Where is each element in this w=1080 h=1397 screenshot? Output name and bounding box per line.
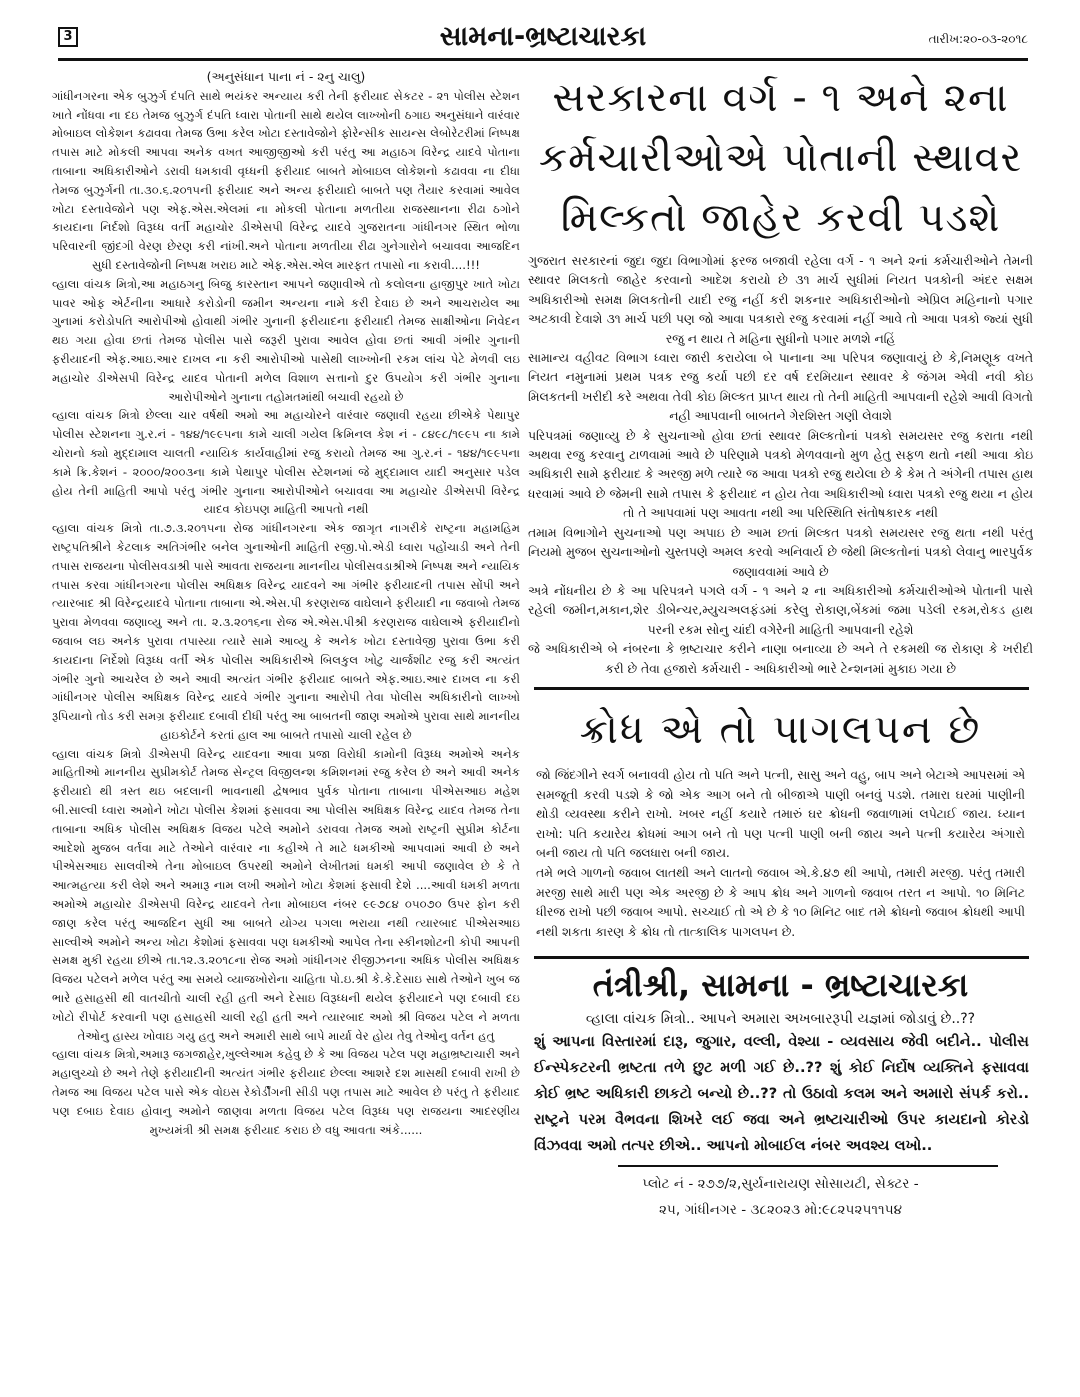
continuation-note: (અનુસંધાન પાના નં - ૨નુ ચાલુ)	[206, 69, 366, 84]
address-line: ૨૫, ગાંધીનગર - ૩૮૨૦૨૩ મો:૯૮૨૫૨૫૧૧૫૪	[658, 1202, 903, 1219]
article-property-declaration	[528, 68, 1033, 679]
editorial-address	[528, 1171, 1033, 1223]
article-paragraph: જે અધિકારીએ બે નંબરના કે ભ્રષ્ટાચાર કરીને નાણા બનાવ્યા છે અને તે રકમથી જ રોકાણ કે ખરીદી કરી છે તેવા હજારો કર્મચારી - અધિકારીઓ ભારે ટેન્શનમાં મુકાઇ ગયા છે	[528, 642, 1033, 676]
article-headline	[528, 68, 1033, 248]
left-paragraph: વ્હાલા વાંચક મિત્રો,આ મહાઠગનુ બિજુ કારસ્તાન આપને જણાવીએ તો કલોલના હાજીપુર ખાતે ખોટા પાવર ઓફ એર્ટનીના આધારે કરોડોની જમીન અન્યના નામે કરી દેવાઇ છે અને આચરાયેલ આ ગુનામાં કરોડોપતિ આરોપીઓ હોવાથી ગંભીર ગુનાની ફરીયાદના ફરીયાદી તેમજ સાક્ષીઓના નિવેદન થઇ ગયા હોવા છતાં તેમજ પોલીસ પાસે જરૂરી પુરાવા આવેલ હોવા છતાં આવી ગંભીર ગુનાની ફરીયાદની એફ.આઇ.આર દાખલ ના કરી આરોપીઓ પાસેથી લાખ્ખોની રકમ લાંચ પેટે મેળવી લઇ મહાચોર ડીએસપી વિરેન્દ્ર યાદવ પોતાની મળેલ વિશાળ સત્તાનો દુર ઉપયોગ કરી ગંભીર ગુનાના આરોપીઓને ગુનાના તહોમતમાંથી બચાવી રહયો છે	[52, 276, 520, 404]
article-headline: ક્રોધ એ તો પાગલપન છે	[579, 706, 982, 753]
headline-line: સરકારના વર્ગ - ૧ અને ૨ના	[552, 75, 1009, 121]
left-paragraph: વ્હાલા વાંચક મિત્રો તા.૭.૩.૨૦૧૫ના રોજ ગાંધીનગરના એક જાગૃત નાગરીકે રાષ્ટ્રના મહામહિમ રાષ્ટ્રપતિશ્રીને કેટલાક અતિગંભીર બનેલ ગુનાઓની માહિતી રજી.પો.એડી ધ્વારા પહોંચાડી અને તેની તપાસ રાજયના પોલીસવડાશ્રી પાસે આવતા રાજયના માનનીય પોલીસવડાશ્રીએ નિષ્પક્ષ અને ન્યાયિક તપાસ કરવા ગાંધીનગરના પોલીસ અધિક્ષક વિરેન્દ્ર યાદવને આ ગંભીર ફરીયાદની તપાસ સોંપી અને ત્યારબાદ શ્રી વિરેન્દ્રયાદવે પોતાના તાબાના એ.એસ.પી કરણરાજ વાઘેલાને ફરીયાદી ના જવાબો તેમજ પુરાવા મેળવવા જણાવ્યુ અને તા. ૨.૩.૨૦૧૬ના રોજ એ.એસ.પીશ્રી કરણરાજ વાઘેલાએ ફરીયાદીનો જવાબ લઇ અનેક પુરાવા તપાસ્યા ત્યારે સામે આવ્યુ કે અનેક ખોટા દસ્તાવેજી પુરાવા ઉભા કરી કાયદાના નિર્દેશો વિરૂધ્ધ વર્તી એક પોલીસ અધિકારીએ બિલકુલ ખોટુ ચાર્જશીટ રજુ કરી અત્યંત ગંભીર ગુનો આચરેલ છે અને આવી અત્યંત ગંભીર ફરીયાદ બાબતે એફ.આઇ.આર દાખલ ના કરી ગાંધીનગર પોલીસ અધિક્ષક વિરેન્દ્ર યાદવે ગંભીર ગુનાના આરોપી તેવા પોલીસ અધિકારીનો લાખ્ખો રૂપિયાનો તોડ કરી સમગ્ર ફરીયાદ દબાવી દીધી પરંતુ આ બાબતની જાણ અમોએ પુરાવા સાથે માનનીય હાઇકોર્ટને કરતાં હાલ આ બાબતે તપાસો ચાલી રહેલ છે	[52, 521, 520, 742]
left-paragraph: વ્હાલા વાંચક મિત્રો છેલ્લા ચાર વર્ષથી અમો આ મહાચોરને વારંવાર જણાવી રહયા છીએકે પેથાપુર પોલીસ સ્ટેશનના ગુ.ર.નં - ૧૪૪/૧૯૯૫ના કામે ચાલી ગયેલ ક્રિમિનલ કેશ નં - ૮૪૯૮/૧૯૯૫ ના કામે ચોરાનો ક્યો મુદ્દામાલ ચાલતી ન્યાયિક કાર્યવાહીમાં રજુ કરાયો તેમજ આ ગુ.ર.નં - ૧૪૪/૧૯૯૫ના કામે ક્રિ.કેશનં - ૨૦૦૦/૨૦૦૩ના કામે પેથાપુર પોલીસ સ્ટેશનમાં જે મુદ્દામાલ યાદી અનુસાર પડેલ હોય તેની માહિતી આપો પરંતુ ગંભીર ગુનાના આરોપીઓને બચાવવા આ મહાચોર ડીએસપી વિરેન્દ્ર યાદવ કોઇપણ માહિતી આપતો નથી	[52, 408, 520, 517]
section-divider	[534, 687, 1029, 690]
article-paragraph: ગુજરાત સરકારનાં જુદા જુદા વિભાગોમાં ફરજ બજાવી રહેલા વર્ગ - ૧ અને ૨નાં કર્મચારીઓને તેમની સ્થાવર મિલકતો જાહેર કરવાનો આદેશ કરાયો છે ૩૧ માર્ચ સુધીમાં નિયત પત્રકોની અંદર સક્ષમ અધિકારીઓ સમક્ષ મિલકતોની યાદી રજુ નહીં કરી શકનાર અધિકારીઓનો એપ્રિલ મહિનાનો પગાર અટકાવી દેવાશે ૩૧ માર્ચ પછી પણ જો આવા પત્રકારો રજુ કરવામાં નહીં આવે તો આવા પત્રકો જ્યાં સુધી રજુ ન થાય તે મહિના સુધીનો પગાર મળશે નહિં	[528, 254, 1033, 346]
left-paragraph: વ્હાલા વાંચક મિત્રો,અમારૂ જગજાહેર,ખુલ્લેઆમ કહેવુ છે કે આ વિજય પટેલ પણ મહાભ્રષ્ટાચારી અને મહાલુચ્ચો છે અને તેણે ફરીયાદીની અત્યંત ગંભીર ફરીયાદ છેલ્લા આશરે દશ માસથી દબાવી રાખી છે તેમજ આ વિજય પટેલ પાસે એક વોઇસ રેકોર્ડીંગની સીડી પણ તપાસ માટે આવેલ છે પરંતુ તે ફરીયાદ પણ દબાઇ દેવાઇ હોવાનુ અમોને જાણવા મળતા વિજય પટેલ વિરૂધ્ધ પણ રાજયના આદરણીય મુખ્યમંત્રી શ્રી સમક્ષ ફરીયાદ કરાઇ છે વધુ આવતા અંકે......	[52, 1047, 520, 1137]
article-paragraph: જો જિંદગીને સ્વર્ગ બનાવવી હોય તો પતિ અને પત્ની, સાસુ અને વહુ, બાપ અને બેટાએ આપસમાં એ સમજૂતી કરવી પડશે કે જો એક આગ બને તો બીજાએ પાણી બનવું પડશે. તમારા ઘરમાં પાણીની થોડી વ્યવસ્થા કરીને રાખો. ખબર નહીં કયારે તમારું ઘર ક્રોધની જવાળામાં લપેટાઈ જાય. ધ્યાન રાખો: પતિ કયારેય ક્રોધમાં આગ બને તો પણ પત્ની પાણી બની જાય અને પત્ની કયારેય અંગારો બની જાય તો પતિ જલધારા બની જાય.	[536, 767, 1025, 861]
issue-date: તારીખ:૨૦-૦૩-૨૦૧૮	[928, 32, 1028, 46]
headline-line: કર્મચારીઓએ પોતાની સ્થાવર	[538, 135, 1023, 181]
article-body	[528, 766, 1033, 942]
article-paragraph: સામાન્ય વહીવટ વિભાગ ધ્વારા જારી કરાયેલા બે પાનાના આ પરિપત્ર જણાવાયું છે કે,નિમણૂક વખતે નિયત નમુનામાં પ્રથમ પત્રક રજુ કર્યા પછી દર વર્ષ દરમિયાન સ્થાવર કે જંગમ એવી નવી કોઇ મિલકતની ખરીદી કરે અથવા તેવી કોઇ મિલ્કત પ્રાપ્ત થાય તો તેની માહિતી આપવાની રહેશે આવી વિગતો નહી આપવાની બાબતને ગેરશિસ્ત ગણી લેવાશે	[528, 351, 1033, 424]
page-number: 3	[58, 27, 78, 47]
article-anger	[528, 698, 1033, 942]
address-line: પ્લોટ નં - ૨૭૭/૨,સુર્યનારાયણ સોસાયટી, સેક્ટર -	[642, 1176, 919, 1193]
address-divider	[618, 1165, 998, 1167]
left-column-article	[52, 68, 520, 1388]
left-paragraph: ગાંધીનગરના એક બુઝુર્ગ દંપતિ સાથે ભયંકર અન્યાય કરી તેની ફરીયાદ સેકટર - ૨૧ પોલીસ સ્ટેશન ખાતે નોંધવા ના દઇ તેમજ બુઝુર્ગ દંપતિ ધ્વારા પોતાની સાથે થયેલ લાખ્ખોની ઠગાઇ અનુસંધાને વારંવાર મોબાઇલ લોકેશન કઢાવવા તેમજ ઉભા કરેલ ખોટા દસ્તાવેજોને ફોરેન્સીક સાયન્સ લેબોરેટરીમાં નિષ્પક્ષ તપાસ માટે મોકલી આપવા અનેક વખત આજીજીઓ કરી પરંતુ આ મહાઠગ વિરેન્દ્ર યાદવે પોતાના તાબાના અધિકારીઓને ડરાવી ધમકાવી વૃધ્ધની ફરીયાદ બાબતે મોબાઇલ લોકેશનો કઢાવવા ના દીધા તેમજ બુઝુર્ગની તા.૩૦.૬.૨૦૧૫ની ફરીયાદ અને અન્ય ફરીયાદો બાબતે પણ તૈયાર કરવામાં આવેલ ખોટા દસ્તાવેજોને પણ એફ.એસ.એલમાં ના મોકલી પોતાના મળતીયા રાજસ્થાનના રીઢા ઠગોને કાયદાના નિર્દશો વિરૂધ્ધ વર્તી મહાચોર ડીએસપી વિરેન્દ્ર યાદવે ગુજરાતના ગાંધીનગર સ્થિત ભોળા પરિવારની જીંદગી વેરણ છેરણ કરી નાંખી.અને પોતાના મળતીયા રીઢા ગુનેગારોને બચાવવા આજદિન સુધી દસ્તાવેજોની નિષ્પક્ષ ખરાઇ માટે એફ.એસ.એલ મારફત તપાસો ના કરાવી....!!!	[52, 88, 520, 272]
editorial-headline: તંત્રીશ્રી, સામના - ભ્રષ્ટાચારકા	[592, 966, 969, 1005]
masthead-title: સામના-ભ્રષ્ટાચારકા	[439, 21, 647, 52]
article-paragraph: અત્રે નોંધનીય છે કે આ પરિપત્રને પગલે વર્ગ - ૧ અને ૨ ના અધિકારીઓ કર્મચારીઓએ પોતાની પાસે રહેલી જમીન,મકાન,શેર ડીબેન્ચર,મ્યુચઅલફંડમાં કરેલુ રોકાણ,બેંકમાં જમા પડેલી રકમ,રોકડ હાથ પરની રકમ સોનુ ચાંદી વગેરેની માહિતી આપવાની રહેશે	[528, 583, 1033, 637]
left-paragraph: વ્હાલા વાંચક મિત્રો ડીએસપી વિરેન્દ્ર યાદવના આવા પ્રજા વિરોધી કામોની વિરૂધ્ધ અમોએ અનેક માહિતીઓ માનનીય સુપ્રીમકોર્ટ તેમજ સેન્ટ્રલ વિજીલન્શ કમિશનમાં રજુ કરેલ છે અને આવી અનેક ફરીયાદો થી ત્રસ્ત થઇ બદલાની ભાવનાથી દ્વેષભાવ પુર્વક પોતાના તાબાના પીએસઆઇ મહેશ બી.સાલ્વી ધ્વારા અમોને ખોટા પોલીસ કેશમાં ફસાવવા આ પોલીસ અધિક્ષક વિરેન્દ્ર યાદવ તેમજ તેના તાબાના અધિક પોલીસ અધિક્ષક વિજય પટેલે અમોને ડરાવવા તેમજ અમો રાષ્ટ્રની સુપ્રીમ કોર્ટના આદેશો મુજબ વર્તવા માટે તેઓને વારંવાર ના કહીએ તે માટે ધમકીઓ આપવામાં આવી છે અને પીએસઆઇ સાલવીએ તેના મોબાઇલ ઉપરથી અમોને લેખીતમાં ધમકી આપી જણાવેલ છે કે તે આત્મહત્યા કરી લેશે અને અમારૂ નામ લખી અમોને ખોટા કેશમાં ફસાવી દેશે ....આવી ધમકી મળતા અમોએ મહાચોર ડીએસપી વિરેન્દ્ર યાદવને તેના મોબાઇલ નંબર ૯૯૭૮૪ ૦૫૦૭૦ ઉપર ફોન કરી જાણ કરેલ પરંતુ આજદિન સુધી આ બાબતે યોગ્ય પગલા ભરાયા નથી ત્યારબાદ પીએસઆઇ સાલ્વીએ અમોને અન્ય ખોટા કેશોમાં ફસાવવા પણ ધમકીઓ આપેલ તેના સ્કીનશોટની કોપી આપની સમક્ષ મુકી રહયા છીએ તા.૧૨.૩.૨૦૧૮ના રોજ અમો ગાંધીનગર રીજીઝનના અધિક પોલીસ અધિક્ષક વિજય પટેલને મળેલ પરંતુ આ સમયે વ્યાજખોરોના ચાહિતા પો.ઇ.શ્રી કે.કે.દેસાઇ સાથે તેઓને ખુબ જ ભારે હસાહસી થી વાતચીતો ચાલી રહી હતી અને દેસાઇ વિરૂધ્ધની થયેલ ફરીયાદને પણ દબાવી દઇ ખોટો રીપોર્ટ કરવાની પણ હસાહસી ચાલી રહી હતી અને ત્યારબાદ અમો શ્રી વિજય પટેલ ને મળતા તેઓનુ હાસ્ય ખોવાઇ ગયુ હતુ અને અમારી સાથે બાપે માર્યા વેર હોય તેવુ તેઓનુ વર્તન હતુ	[52, 746, 520, 1043]
page-header	[58, 20, 1028, 54]
article-body	[528, 252, 1033, 679]
editorial-box	[528, 961, 1033, 1223]
article-paragraph: પરિપત્રમાં જણાવ્યુ છે કે સુચનાઓ હોવા છતાં સ્થાવર મિલ્કતોનાં પત્રકો સમયસર રજુ કરાતા નથી અથવા રજુ કરવાનુ ટાળવામાં આવે છે પરિણામે પત્રકો મેળવવાનો મુળ હેતુ સફળ થતો નથી આવા કોઇ અધિકારી સામે ફરીયાદ કે અરજી મળે ત્યારે જ આવા પત્રકો રજુ થયેલા છે કે કેમ તે અંગેની તપાસ હાથ ધરવામાં આવે છે જેમની સામે તપાસ કે ફરીયાદ ન હોય તેવા અધિકારીઓ ધ્વારા પત્રકો રજુ થયા ન હોય તો તે આપવામાં પણ આવતા નથી આ પરિસ્થિતિ સંતોષકારક નથી	[528, 428, 1033, 521]
header-divider	[58, 58, 1028, 61]
editorial-greeting: વ્હાલા વાંચક મિત્રો.. આપને અમારા અખબારરૂપી યજ્ઞમાં જોડાવું છે..??	[585, 1011, 976, 1028]
right-column	[528, 64, 1033, 1394]
article-paragraph: તમામ વિભાગોને સુચનાઓ પણ અપાઇ છે આમ છતાં મિલ્કત પત્રકો સમયસર રજુ થતા નથી પરંતુ નિયમો મુજબ સુચનાઓનો ચુસ્તપણે અમલ કરવો અનિવાર્ય છે જેથી મિલ્કતોનાં પત્રકો લેવાનુ ભારપુર્વક જણાવવામાં આવે છે	[528, 525, 1033, 579]
article-paragraph: તમે ભલે ગાળનો જવાબ લાતથી અને લાતનો જવાબ એ.કે.૪૭ થી આપો, તમારી મરજી. પરંતુ તમારી મરજી સાથે મારી પણ એક અરજી છે કે આપ ક્રોધ અને ગાળનો જવાબ તરત ન આપો. ૧૦ મિનિટ ધીરજ રાખો પછી જવાબ આપો. સચ્ચાઈ તો એ છે કે ૧૦ મિનિટ બાદ તમે ક્રોધનો જવાબ ક્રોધથી આપી નથી શકતા કારણ કે ક્રોધ તો તાત્કાલિક પાગલપન છે.	[536, 865, 1025, 939]
editorial-body: શું આપના વિસ્તારમાં દારૂ, જુગાર, વલ્લી, વેશ્યા - વ્યવસાય જેવી બદીને.. પોલીસ ઈન્સ્પેકટરની ભ્રષ્ટતા તળે છુટ મળી ગઈ છે..?? શું કોઈ નિર્દોષ વ્યક્તિને ફસાવવા કોઈ ભ્રષ્ટ અધિકારી છાકટો બન્યો છે..?? તો ઉઠાવો કલમ અને અમારો સંપર્ક કરો.. રાષ્ટ્રને પરમ વૈભવના શિખરે લઈ જવા અને ભ્રષ્ટાચારીઓ ઉપર કાયદાનો કોરડો વિંઝવવા અમો તત્પર છીએ.. આપનો મોબાઈલ નંબર અવશ્ય લખો..	[534, 1033, 1029, 1155]
section-divider	[534, 956, 1029, 959]
headline-line: મિલ્કતો જાહેર કરવી પડશે	[560, 195, 1001, 241]
